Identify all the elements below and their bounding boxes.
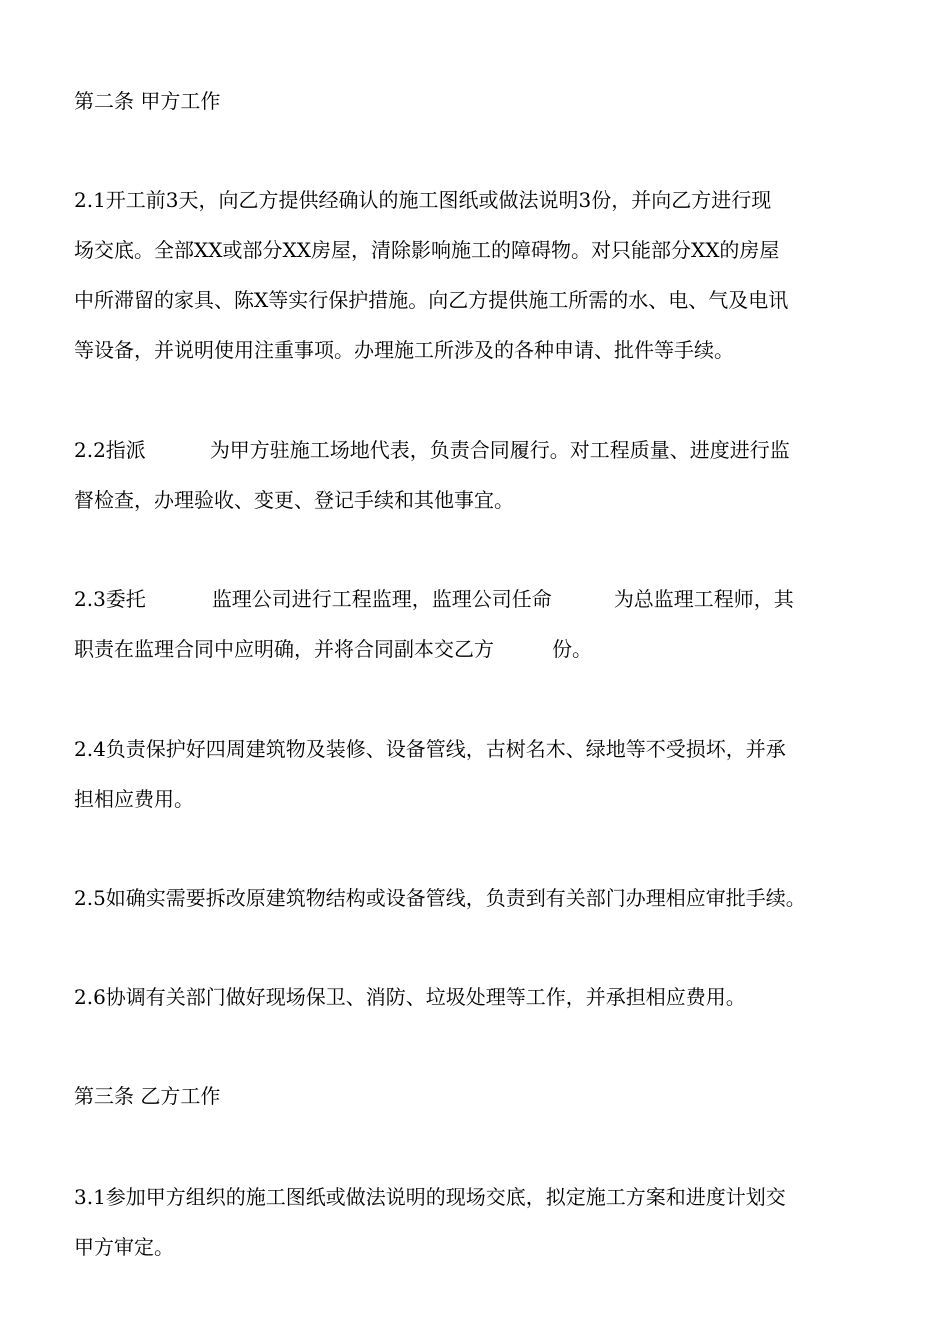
clause-2-3-line-2	[74, 637, 592, 661]
clause-2-1-line-1: 2.1开工前3天，向乙方提供经确认的施工图纸或做法说明3份，并向乙方进行现	[74, 188, 772, 212]
clause-2-2-text: 为甲方驻施工场地代表，负责合同履行。对工程质量、进度进行监	[209, 438, 790, 462]
clause-2-6-line-1: 2.6协调有关部门做好现场保卫、消防、垃圾处理等工作，并承担相应费用。	[74, 985, 746, 1009]
clause-2-1-line-3: 中所滞留的家具、陈X等实行保护措施。向乙方提供施工所需的水、电、气及电讯	[74, 288, 789, 312]
section-heading-article-2: 第二条 甲方工作	[74, 89, 221, 113]
clause-2-4-line-1: 2.4负责保护好四周建筑物及装修、设备管线，古树名木、绿地等不受损坏，并承	[74, 737, 786, 761]
clause-2-3-line-1	[74, 587, 794, 611]
clause-3-1-line-2: 甲方审定。	[74, 1235, 174, 1259]
clause-2-3-text-3: 职责在监理合同中应明确，并将合同副本交乙方	[74, 637, 494, 661]
clause-2-3-text-2: 为总监理工程师，其	[613, 587, 794, 611]
section-heading-article-3: 第三条 乙方工作	[74, 1084, 221, 1108]
clause-2-2-prefix: 2.2指派	[74, 438, 146, 462]
clause-2-2-line-1	[74, 438, 790, 462]
clause-2-3-prefix: 2.3委托	[74, 587, 146, 611]
clause-2-2-line-2: 督检查，办理验收、变更、登记手续和其他事宜。	[74, 488, 514, 512]
clause-2-1-line-4: 等设备，并说明使用注重事项。办理施工所涉及的各种申请、批件等手续。	[74, 338, 734, 362]
clause-2-3-text-1: 监理公司进行工程监理，监理公司任命	[211, 587, 552, 611]
clause-2-3-text-4: 份。	[552, 637, 592, 661]
clause-3-1-line-1: 3.1参加甲方组织的施工图纸或做法说明的现场交底，拟定施工方案和进度计划交	[74, 1185, 786, 1209]
clause-2-4-line-2: 担相应费用。	[74, 787, 194, 811]
clause-2-5-line-1: 2.5如确实需要拆改原建筑物结构或设备管线，负责到有关部门办理相应审批手续。	[74, 886, 806, 910]
clause-2-1-line-2: 场交底。全部XX或部分XX房屋，清除影响施工的障碍物。对只能部分XX的房屋	[74, 238, 780, 262]
